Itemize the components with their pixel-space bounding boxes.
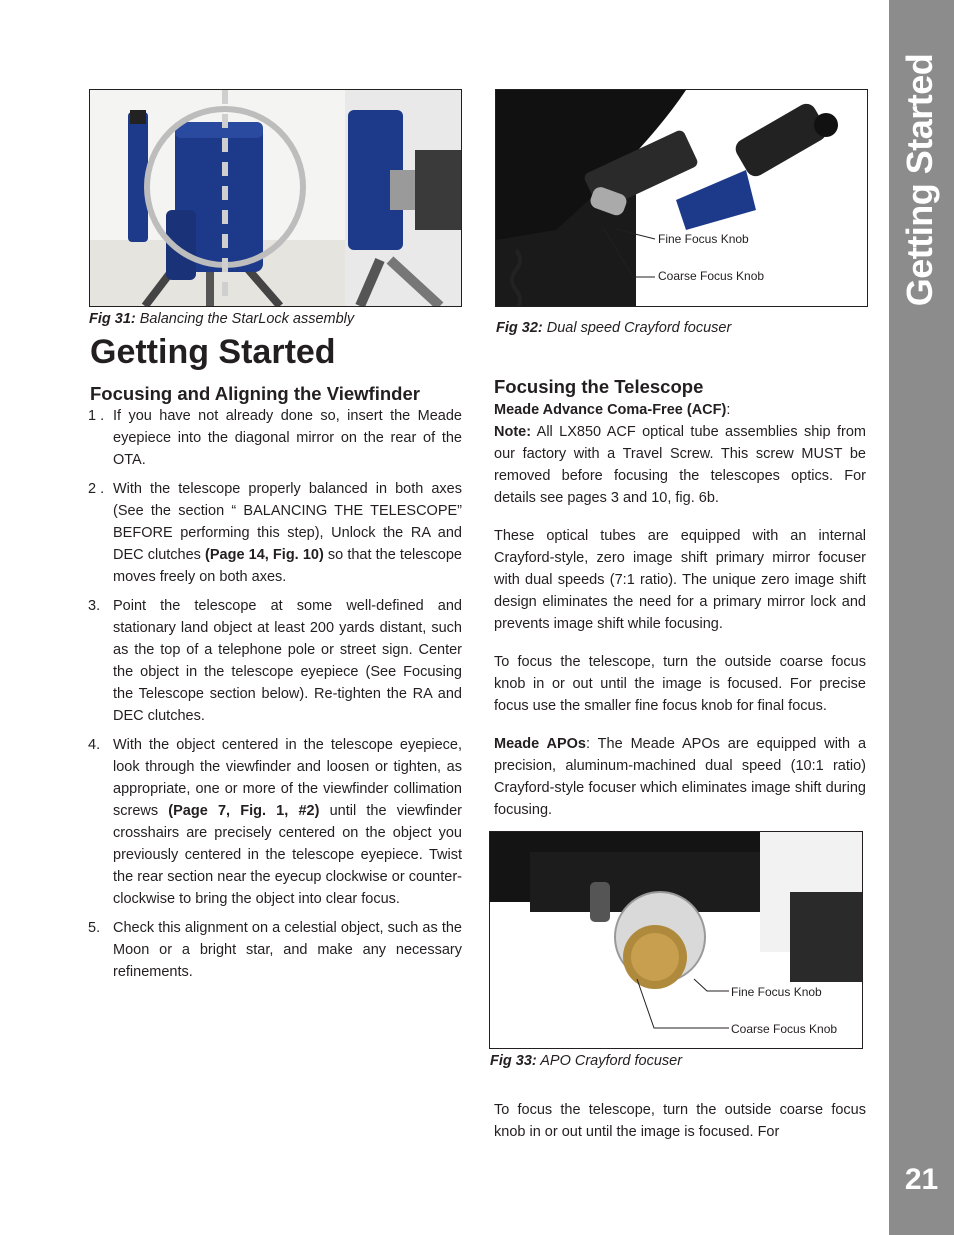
fig33-callout-lines xyxy=(489,831,861,1047)
list-item: 2 . With the telescope properly balanced in both axes (See the section “ BALANCING THE TELESCOPE” BEFORE performing this step), Unlock the RA and DEC clutches (Page 14, Fig. 10) so that the telescope moves freely on both axes. xyxy=(88,481,462,585)
sidebar-section-title: Getting Started xyxy=(899,53,940,307)
right-section-heading: Focusing the Telescope xyxy=(494,376,704,397)
note-paragraph: Note: All LX850 ACF optical tube assemblies ship from our factory with a Travel Screw. This screw MUST be removed before focusing the telescopes optics. For details see pages 3 and 10, fig. 6b. xyxy=(494,424,866,506)
acf-subheading: Meade Advance Coma-Free (ACF): xyxy=(494,402,731,418)
page-title: Getting Started xyxy=(90,333,336,371)
fig32-fine-focus-label: Fine Focus Knob xyxy=(658,232,749,246)
fig32-caption: Fig 32: Dual speed Crayford focuser xyxy=(496,320,732,336)
left-section-heading: Focusing and Aligning the Viewfinder xyxy=(90,383,420,404)
optical-tubes-paragraph: These optical tubes are equipped with an internal Crayford-style, zero image shift primary mirror focuser with dual speeds (7:1 ratio). The unique zero image shift design eliminates the need for a primary mirror lock and prevents image shift while focusing. xyxy=(494,528,866,632)
fig31-caption: Fig 31: Balancing the StarLock assembly xyxy=(89,311,355,327)
list-item: 5. Check this alignment on a celestial object, such as the Moon or a bright star, and make any necessary refinements. xyxy=(88,920,462,980)
apo-paragraph: Meade APOs: The Meade APOs are equipped with a precision, aluminum-machined dual speed (10:1 ratio) Crayford-style focuser which eliminates image shift during focusing. xyxy=(494,736,867,818)
left-steps-list xyxy=(88,405,462,990)
list-item: 4. With the object centered in the telescope eyepiece, look through the viewfinder and loosen or tighten, as appropriate, one or more of the viewfinder collimation screws (Page 7, Fig. 1, #2) until the viewfinder crosshairs are precisely centered on the object you previously centered in the telescope eyepiece. Twist the rear section near the eyecup clockwise or counter-clockwise to bring the object into clear focus. xyxy=(88,737,462,907)
fig33-fine-focus-label: Fine Focus Knob xyxy=(731,985,822,999)
fig32-coarse-focus-label: Coarse Focus Knob xyxy=(658,269,765,283)
fig33-coarse-focus-label: Coarse Focus Knob xyxy=(731,1022,838,1036)
page-number: 21 xyxy=(904,1163,939,1196)
list-item: 3. Point the telescope at some well-defined and stationary land object at least 200 yards distant, such as the top of a telephone pole or street sign. Center the object in the telescope eyepiece (See Focusing the Telescope section below). Re-tighten the RA and DEC clutches. xyxy=(88,598,462,724)
fig31-image xyxy=(89,89,462,307)
focus-paragraph: To focus the telescope, turn the outside coarse focus knob in or out until the image is focused. For precise focus use the smaller fine focus knob for final focus. xyxy=(494,654,866,714)
focus-paragraph-continued: To focus the telescope, turn the outside coarse focus knob in or out until the image is focused. For xyxy=(494,1102,866,1140)
fig33-caption: Fig 33: APO Crayford focuser xyxy=(490,1053,683,1069)
list-item: 1 . If you have not already done so, insert the Meade eyepiece into the diagonal mirror on the rear of the OTA. xyxy=(88,408,462,468)
